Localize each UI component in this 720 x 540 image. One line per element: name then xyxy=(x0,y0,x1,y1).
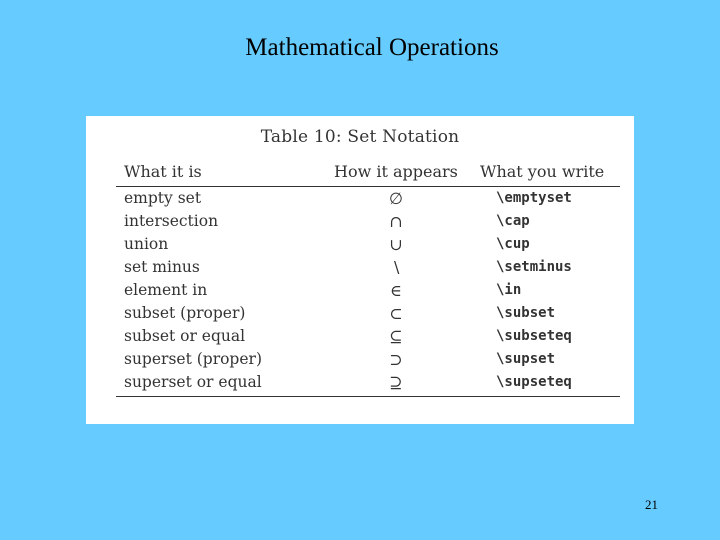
table-bottom-rule xyxy=(116,396,620,397)
table-row xyxy=(86,189,634,212)
row-command: \supset xyxy=(496,351,556,367)
row-command: \cap xyxy=(496,213,530,229)
table-top-rule xyxy=(116,186,620,187)
row-name: intersection xyxy=(124,212,219,230)
row-symbol: ⊂ xyxy=(389,304,403,323)
table-row xyxy=(86,304,634,327)
row-symbol: ⊆ xyxy=(389,327,403,346)
slide-title: Mathematical Operations xyxy=(245,34,499,61)
row-symbol: ∈ xyxy=(390,281,402,300)
row-name: superset (proper) xyxy=(124,350,262,368)
header-what-you-write: What you write xyxy=(480,162,605,181)
table-header-row xyxy=(86,162,634,185)
row-symbol: ∖ xyxy=(390,258,402,277)
row-symbol: ⊇ xyxy=(389,373,403,392)
row-name: empty set xyxy=(124,189,202,207)
table-caption: Table 10: Set Notation xyxy=(260,127,460,147)
row-command: \in xyxy=(496,282,522,298)
row-command: \setminus xyxy=(496,259,572,275)
table-row xyxy=(86,258,634,281)
row-command: \subset xyxy=(496,305,556,321)
row-symbol: ∩ xyxy=(389,212,403,231)
row-symbol: ∪ xyxy=(389,235,403,254)
row-name: subset (proper) xyxy=(124,304,246,322)
row-name: subset or equal xyxy=(124,327,246,345)
header-how-it-appears: How it appears xyxy=(334,162,458,181)
row-command: \subseteq xyxy=(496,328,572,344)
set-notation-table xyxy=(86,116,634,424)
row-name: superset or equal xyxy=(124,373,262,391)
row-command: \cup xyxy=(496,236,530,252)
table-row xyxy=(86,281,634,304)
row-command: \emptyset xyxy=(496,190,572,206)
row-name: set minus xyxy=(124,258,200,276)
table-row xyxy=(86,212,634,235)
row-symbol: ⊃ xyxy=(389,350,403,369)
table-row xyxy=(86,373,634,396)
table-row xyxy=(86,235,634,258)
row-command: \supseteq xyxy=(496,374,572,390)
row-symbol: ∅ xyxy=(389,189,403,208)
table-row xyxy=(86,350,634,373)
header-what-it-is: What it is xyxy=(124,162,202,181)
slide-number: 21 xyxy=(645,497,658,512)
row-name: element in xyxy=(124,281,208,299)
row-name: union xyxy=(124,235,169,253)
table-row xyxy=(86,327,634,350)
